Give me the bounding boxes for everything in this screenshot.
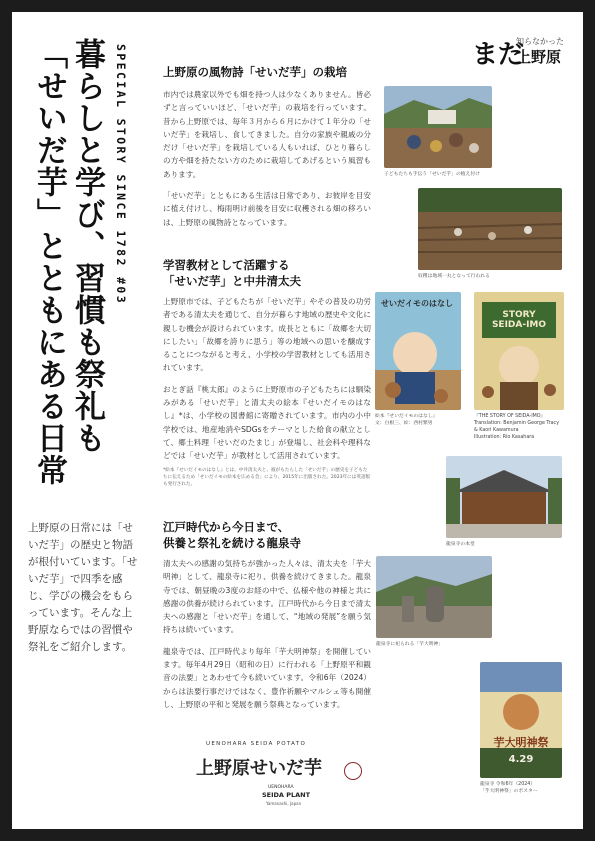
- paragraph: 清太夫への感謝の気持ちが強かった人々は、清太夫を「芋大明神」として、龍泉寺に祀り、供養を続けてきました。龍泉寺では、朝昼晩の3度のお経の中で、仏様や他の神様と共に感謝の供養が続けられています。江戸時代から今日まで清太夫への感謝と「せいだ芋」を通して、“地域の発展”を願う気持ちは続いています。: [163, 559, 371, 635]
- book-cover-en: [474, 292, 564, 410]
- section-heading-line1: 学習教材として活躍する: [163, 258, 290, 272]
- festival-poster: [480, 662, 562, 778]
- photo-caption: 「芋大明神祭」のポスター: [480, 789, 538, 794]
- photo-caption: 絵本『せいだイモのはなし』: [375, 414, 438, 419]
- poster-title: 芋大明神祭: [493, 736, 549, 749]
- photo-harvest: [418, 188, 562, 270]
- book-cover-jp: [375, 292, 461, 410]
- page-title-line1: 暮らしと学び、習慣も祭礼も: [69, 38, 105, 454]
- seal-icon: [344, 762, 362, 780]
- paragraph: 「せいだ芋」とともにある生活は日常であり、お彼岸を目安に植え付けし、梅雨明け前後を目安に収穫される畑の移ろいは、上野原の風物詩となっています。: [163, 191, 371, 227]
- footer-plant-sub: Yamanashi, Japan: [266, 801, 302, 806]
- photo-caption-credit: & Kaori Kawamura: [474, 428, 519, 433]
- series-label: SPECIAL STORY SINCE 1782 #03: [114, 44, 128, 306]
- photo-caption: 収穫は地域一丸となって行われる: [418, 274, 490, 279]
- section-heading-line2: 「せいだ芋」と中井清太夫: [163, 274, 301, 288]
- logo-subtitle: 知らなかった: [516, 37, 564, 46]
- photo-main-hall: [446, 456, 562, 538]
- photo-caption-credit: Illustration: Rio Kasahara: [474, 435, 535, 440]
- section-heading-line1: 江戸時代から今日まで、: [163, 520, 290, 534]
- photo-caption-credit: Translation: Benjamin George Tracy: [474, 421, 560, 426]
- photo-caption: 龍泉寺 令和6年（2024）: [480, 782, 536, 787]
- paragraph: 上野原市では、子どもたちが「せいだ芋」やその普及の功労者である清太夫を通じて、自分が暮らす地域の歴史や文化に親しむ機会が設けられています。成長とともに「故郷を大切にしたい」「故郷を誇りに思う」等の地域への思いを醸成することにつながると考え、小学校の学習教材としても活用されています。: [163, 297, 371, 373]
- photo-caption: 龍泉寺に祀られる「芋大明神」: [376, 642, 444, 647]
- footnote: *絵本『せいだイモのはなし』とは、中井清太夫と、彼がもたらした「せいだ芋」の歴史を子どもたちに伝えるため「せいだイモの絵本を広める会」により、2015年に出版された。2023年には英語版も発行された。: [163, 467, 371, 487]
- photo-caption: 『THE STORY OF SEIDA-IMO』: [474, 414, 546, 419]
- section-cultivation: [163, 64, 371, 229]
- paragraph: おとぎ話『桃太郎』のように上野原市の子どもたちには馴染みがある「せいだ芋」と清太夫の絵本『せいだイモのはなし』*は、小学校の図書館に寄贈されています。市内の小中学校では、地産地消やSDGsをテーマとした給食の献立として、郷土料理「せいだのたまじ」が登場し、社会科や理科などでは「せいだ芋」が教材として活用されています。: [163, 384, 371, 461]
- frame-top: [0, 0, 595, 12]
- footer-title-en: UENOHARA SEIDA POTATO: [206, 741, 307, 747]
- frame-right: [583, 0, 595, 841]
- section-heading: 上野原の風物詩「せいだ芋」の栽培: [163, 65, 347, 79]
- section-education: [163, 257, 371, 488]
- frame-bottom: [0, 829, 595, 841]
- page-title-line2: 「せいだ芋」とともにある日常: [31, 38, 67, 486]
- photo-caption-credit: 文：白根三、絵：西村繁男: [375, 421, 433, 426]
- brand-logo: [472, 34, 572, 68]
- paragraph: 市内では農家以外でも畑を持つ人は少なくありません。皆必ずと言っていいほど、「せいだ芋」の栽培を行っています。昔から上野原では、毎年３月から６月にかけて１年分の「せいだ芋」を栽培し、食してきました。自分の家族や親戚の分だけ「せいだ芋」を栽培している人もいれば、ひとり暮らしの方や畑を持たない方のために栽培してあげるという風習もあります。: [163, 90, 371, 179]
- logo-place: 上野原: [516, 48, 562, 66]
- section-temple: [163, 519, 371, 711]
- book-title: せいだイモのはなし: [381, 299, 453, 308]
- footer-plant-name: SEIDA PLANT: [262, 791, 311, 799]
- footer-title-jp: 上野原せいだ芋: [196, 758, 322, 779]
- footer-plant-label: UENOHARA: [268, 785, 294, 790]
- book-title: STORY SEIDA-IMO: [491, 310, 547, 330]
- photo-caption: 龍泉寺の本堂: [446, 542, 475, 547]
- paragraph: 龍泉寺では、江戸時代より毎年「芋大明神祭」を開催しています。毎年4月29日（昭和の日）に行われる「上野原平和観音の法要」とあわせて今も続いています。令和6年（2024）からは法要行事だけではなく、豊作祈願やマルシェ等も開催し、上野原の平和と発展を願う祭典となっています。: [163, 646, 371, 709]
- photo-planting: [384, 86, 492, 168]
- logo-mark: まだ: [472, 40, 525, 70]
- photo-imo-daimyojin: [376, 556, 492, 638]
- photo-caption: 子どもたちも手伝う「せいだ芋」の植え付け: [384, 172, 480, 177]
- poster-date: 4.29: [508, 754, 534, 765]
- frame-left: [0, 0, 12, 841]
- intro-text: 上野原の日常には「せいだ芋」の歴史と物語が根付いています。「せいだ芋」で四季を感じ、学びの機会をもらっています。そんな上野原ならではの習慣や祭礼をご紹介します。: [28, 522, 138, 653]
- section-heading-line2: 供養と祭礼を続ける龍泉寺: [163, 536, 301, 550]
